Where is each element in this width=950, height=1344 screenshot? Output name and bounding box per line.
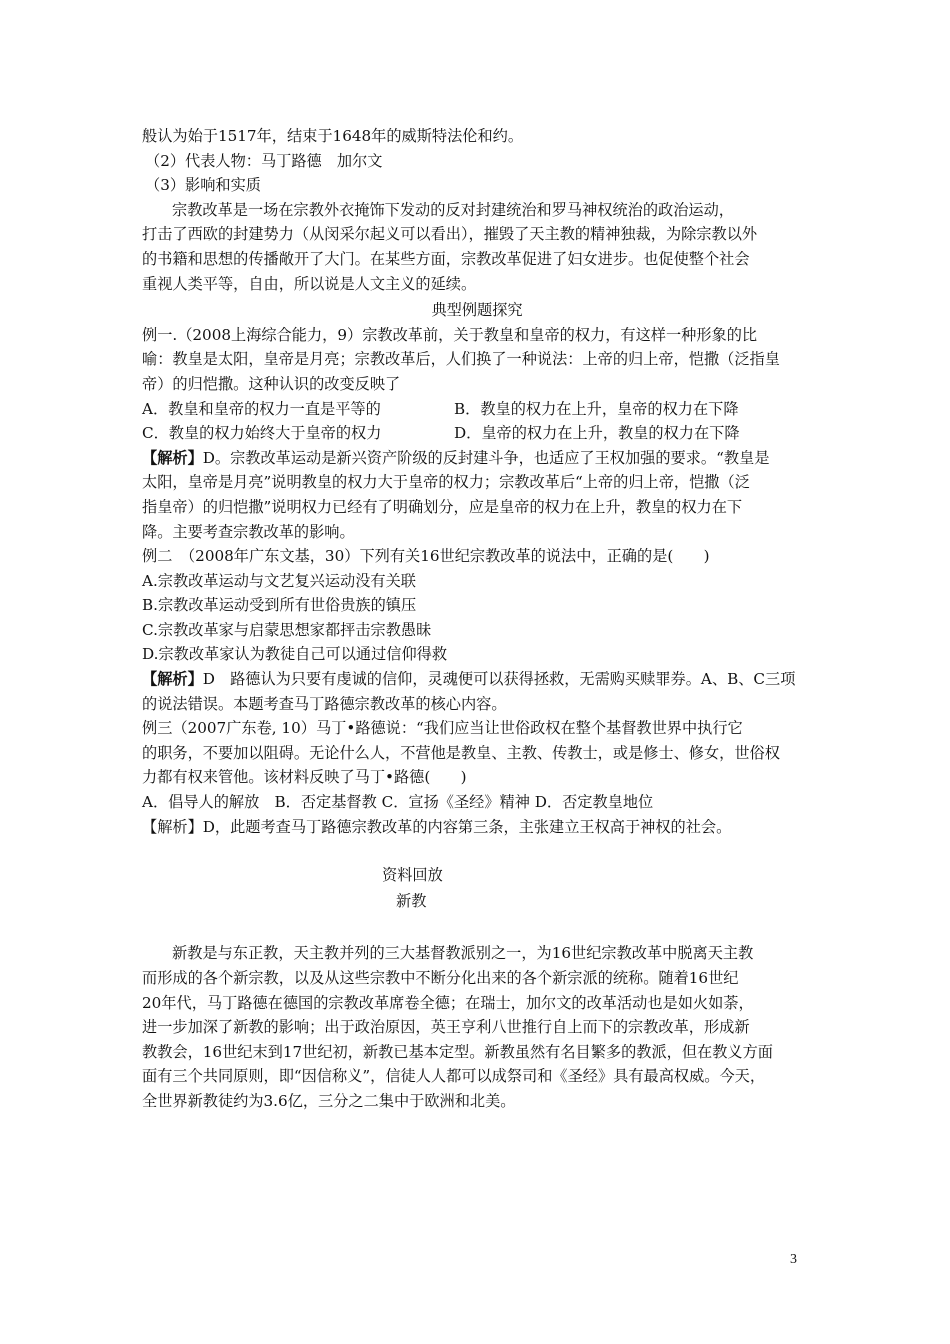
example1-options-row-1 — [142, 397, 812, 422]
material-para-line-7: 全世界新教徒约为3.6亿，三分之二集中于欧洲和北美。 — [142, 1091, 516, 1110]
representatives-line: （2）代表人物：马丁路德 加尔文 — [145, 151, 383, 170]
example2-option-a: A.宗教改革运动与文艺复兴运动没有关联 — [142, 571, 416, 590]
example2-option-b: B.宗教改革运动受到所有世俗贵族的镇压 — [142, 596, 417, 615]
impact-heading: （3）影响和实质 — [145, 176, 261, 195]
example3-question-line-1: 例三（2007广东卷, 10）马丁•路德说：“我们应当让世俗政权在整个基督教世界中执行它 — [142, 719, 743, 738]
section-title-materials: 资料回放 — [382, 866, 443, 885]
example2-option-c: C.宗教改革家与启蒙思想家都抨击宗教愚昧 — [142, 620, 432, 639]
example2-question: 例二 （2008年广东文基，30）下列有关16世纪宗教改革的说法中，正确的是( ) — [142, 547, 710, 566]
example2-analysis-text-1: D 路德认为只要有虔诚的信仰，灵魂便可以获得拯救，无需购买赎罪券。A、B、C三项 — [202, 670, 796, 689]
example1-option-b: B．教皇的权力在上升，皇帝的权力在下降 — [454, 399, 739, 418]
material-para-line-1: 新教是与东正教，天主教并列的三大基督教派别之一，为16世纪宗教改革中脱离天主教 — [172, 944, 754, 963]
example1-analysis-text-1: D。宗教改革运动是新兴资产阶级的反封建斗争，也适应了王权加强的要求。“教皇是 — [202, 448, 770, 467]
intro-para-line-2: 打击了西欧的封建势力（从闵采尔起义可以看出），摧毁了天主教的精神独裁，为除宗教以外 — [142, 225, 758, 244]
example1-options-row-2 — [142, 421, 812, 446]
page-content — [142, 124, 812, 1114]
material-para-line-5: 教教会，16世纪末到17世纪初，新教已基本定型。新教虽然有名目繁多的教派，但在教义方面 — [142, 1042, 773, 1061]
example2-analysis-label: 【解析】 — [142, 670, 203, 689]
example2-option-d: D.宗教改革家认为教徒自己可以通过信仰得救 — [142, 645, 448, 664]
example1-question-line-2: 喻：教皇是太阳，皇帝是月亮；宗教改革后，人们换了一种说法：上帝的归上帝，恺撒（泛指皇 — [142, 350, 780, 369]
example1-option-c: C．教皇的权力始终大于皇帝的权力 — [142, 424, 382, 443]
material-para-line-6: 面有三个共同原则，即“因信称义”，信徒人人都可以成祭司和《圣经》具有最高权威。今天， — [142, 1067, 766, 1086]
example3-analysis: 【解析】D，此题考查马丁路德宗教改革的内容第三条，主张建立王权高于神权的社会。 — [142, 817, 732, 836]
intro-para-line-4: 重视人类平等，自由，所以说是人文主义的延续。 — [142, 274, 477, 293]
intro-para-line-3: 的书籍和思想的传播敞开了大门。在某些方面，宗教改革促进了妇女进步。也促使整个社会 — [142, 249, 750, 268]
example1-question-line-1: 例一.（2008上海综合能力，9）宗教改革前，关于教皇和皇帝的权力，有这样一种形象的比 — [142, 325, 758, 344]
intro-para-line-1: 宗教改革是一场在宗教外衣掩饰下发动的反对封建统治和罗马神权统治的政治运动， — [172, 200, 734, 219]
material-para-line-4: 进一步加深了新教的影响；出于政治原因，英王亨利八世推行自上而下的宗教改革，形成新 — [142, 1018, 750, 1037]
material-para-line-3: 20年代，马丁路德在德国的宗教改革席卷全德；在瑞士，加尔文的改革活动也是如火如荼， — [142, 993, 754, 1012]
example1-option-d: D．皇帝的权力在上升，教皇的权力在下降 — [454, 424, 740, 443]
example2-analysis-line-2: 的说法错误。本题考查马丁路德宗教改革的核心内容。 — [142, 694, 507, 713]
example3-question-line-2: 的职务，不要加以阻碍。无论什么人，不营他是教皇、主教、传教士，或是修士、修女，世俗权 — [142, 743, 780, 762]
section-subtitle-protestantism: 新教 — [396, 891, 427, 910]
example3-options: A．倡导人的解放 B．否定基督教 C．宣扬《圣经》精神 D．否定教皇地位 — [142, 793, 654, 812]
page-number: 3 — [790, 1252, 797, 1267]
example1-analysis-line-1 — [142, 446, 812, 471]
intro-line-1: 般认为始于1517年，结束于1648年的威斯特法伦和约。 — [142, 127, 524, 145]
example1-analysis-line-3: 指皇帝）的归恺撒”说明权力已经有了明确划分，应是皇帝的权力在上升，教皇的权力在下 — [142, 497, 743, 516]
example3-question-line-3: 力都有权来管他。该材料反映了马丁•路德( ) — [142, 768, 467, 787]
section-title-examples: 典型例题探究 — [431, 301, 523, 320]
example2-analysis-line-1 — [142, 667, 812, 692]
example1-analysis-line-2: 太阳，皇帝是月亮”说明教皇的权力大于皇帝的权力；宗教改革后“上帝的归上帝，恺撒（泛 — [142, 473, 750, 492]
material-para-line-2: 而形成的各个新宗教，以及从这些宗教中不断分化出来的各个新宗派的统称。随着16世纪 — [142, 969, 739, 987]
example1-analysis-label: 【解析】 — [142, 448, 203, 467]
example1-option-a: A．教皇和皇帝的权力一直是平等的 — [142, 399, 381, 418]
example1-analysis-line-4: 降。主要考查宗教改革的影响。 — [142, 522, 355, 541]
example1-question-line-3: 帝）的归恺撒。这种认识的改变反映了 — [142, 374, 401, 393]
